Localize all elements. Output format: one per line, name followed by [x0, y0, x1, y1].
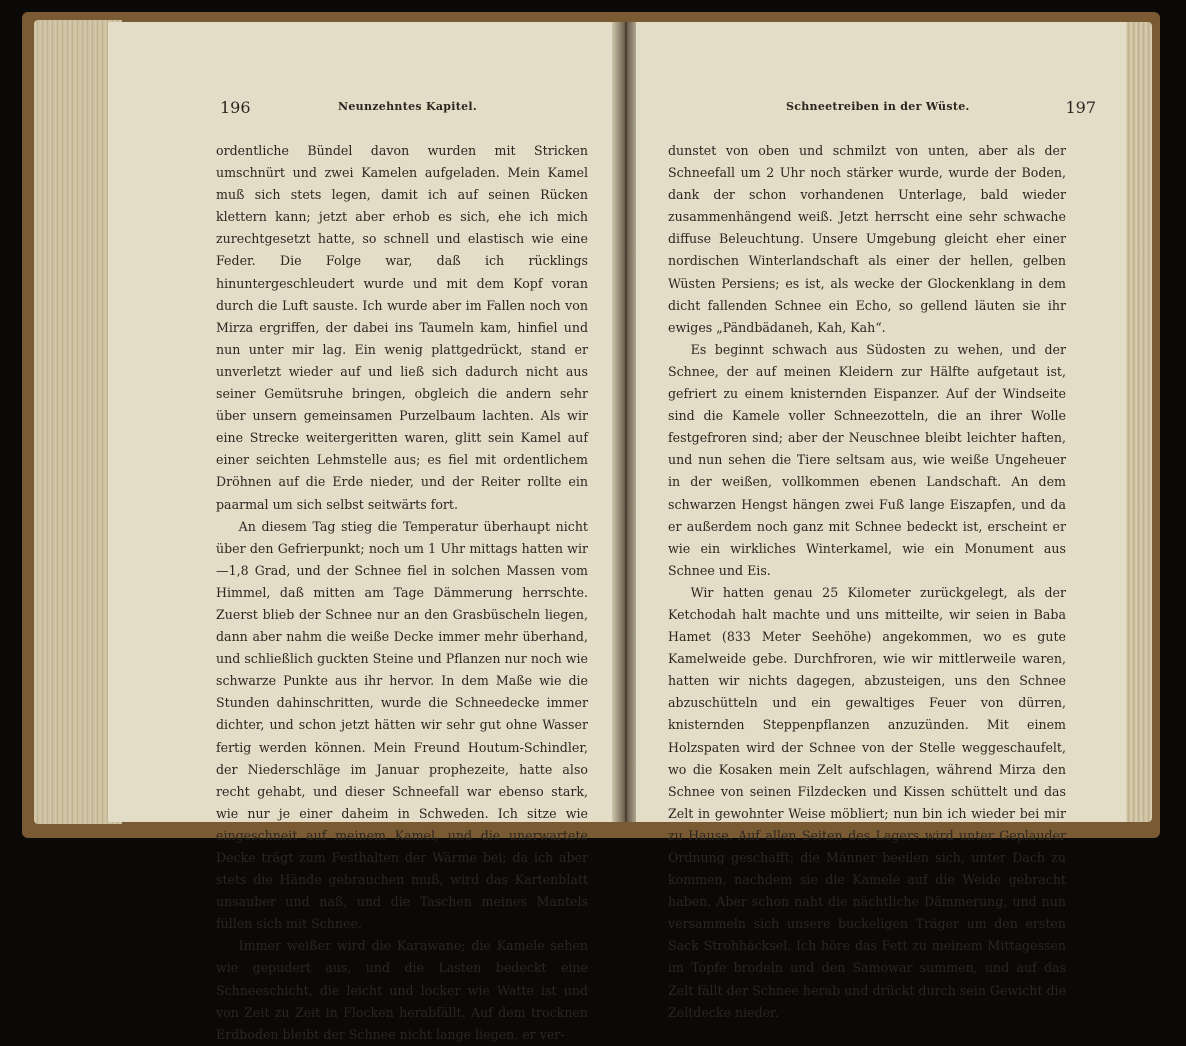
page-number: 196	[220, 98, 251, 117]
page-number: 197	[1065, 98, 1096, 117]
paragraph: Immer weißer wird die Karawane; die Kamele sehen wie gepudert aus, und die Lasten bedeckt eine Schneeschicht, die leicht und locker wie Watte ist und von Zeit zu Zeit in Flocken herabfällt. Auf dem trocknen Erdboden bleibt der Schnee nicht lange liegen, er ver-	[216, 938, 588, 1042]
paragraph: ordentliche Bündel davon wurden mit Stricken umschnürt und zwei Kamelen aufgeladen. Mein Kamel muß sich stets legen, damit ich auf seinen Rücken klettern kann; jetzt aber erhob es sich, ehe ich mich zurechtgesetzt hatte, so schnell und elastisch wie eine Feder. Die Folge war, daß ich rücklings hinuntergeschleudert wurde und mit dem Kopf voran durch die Luft sauste. Ich wurde aber im Fallen noch von Mirza ergriffen, der dabei ins Taumeln kam, hinfiel und nun unter mir lag. Ein wenig plattgedrückt, stand er unverletzt wieder auf und ließ sich dadurch nicht aus seiner Gemütsruhe bringen, obgleich die andern sehr über unsern gemeinsamen Purzelbaum lachten. Als wir eine Strecke weitergeritten waren, glitt sein Kamel auf einer seichten Lehmstelle aus; es fiel mit ordentlichem Dröhnen auf die Erde nieder, und der Reiter rollte ein paarmal um sich selbst seitwärts fort.	[216, 143, 588, 512]
paragraph: dunstet von oben und schmilzt von unten, aber als der Schneefall um 2 Uhr noch stärker wurde, wurde der Boden, dank der schon vorhandenen Unterlage, bald wieder zusammenhängend weiß. Jetzt herrscht eine sehr schwache diffuse Beleuchtung. Unsere Umgebung gleicht eher einer nordischen Winterlandschaft als einer der hellen, gelben Wüsten Persiens; es ist, als wecke der Glockenklang in dem dicht fallenden Schnee ein Echo, so gellend läuten sie ihr ewiges „Pändbädaneh, Kah, Kah“.	[668, 143, 1066, 335]
paragraph: Es beginnt schwach aus Südosten zu wehen, und der Schnee, der auf meinen Kleidern zur Hälfte aufgetaut ist, gefriert zu einem knisternden Eispanzer. Auf der Windseite sind die Kamele voller Schneezotteln, die an ihrer Wolle festgefroren sind; aber der Neuschnee bleibt leichter haften, und nun sehen die Tiere seltsam aus, wie weiße Ungeheuer in der weißen, vollkommen ebenen Landschaft. An dem schwarzen Hengst hängen zwei Fuß lange Eiszapfen, und da er außerdem noch ganz mit Schnee bedeckt ist, erscheint er wie ein wirkliches Winterkamel, wie ein Monument aus Schnee und Eis.	[668, 341, 1066, 578]
left-page	[108, 22, 616, 1042]
left-page-header	[108, 98, 616, 118]
running-head: Neunzehntes Kapitel.	[338, 100, 478, 113]
right-page-body	[668, 140, 1066, 1024]
right-page-header	[636, 98, 1126, 118]
paragraph: An diesem Tag stieg die Temperatur überhaupt nicht über den Gefrierpunkt; noch um 1 Uhr mittags hatten wir —1,8 Grad, und der Schnee fiel in solchen Massen vom Himmel, daß mitten am Tage Dämmerung herrschte. Zuerst blieb der Schnee nur an den Grasbüscheln liegen, dann aber nahm die weiße Decke immer mehr überhand, und schließlich guckten Steine und Pflanzen nur noch wie schwarze Punkte aus ihr hervor. In dem Maße wie die Stunden dahinschritten, wurde die Schneedecke immer dichter, und schon jetzt hätten wir sehr gut ohne Wasser fertig werden können. Mein Freund Houtum-Schindler, der Niederschläge im Januar prophezeite, hatte also recht gehabt, und dieser Schneefall war ebenso stark, wie nur je einer daheim in Schweden. Ich sitze wie eingeschneit auf meinem Kamel, und die unerwartete Decke trägt zum Festhalten der Wärme bei; da ich aber stets die Hände gebrauchen muß, wird das Kartenblatt unsauber und naß, und die Taschen meines Mantels füllen sich mit Schnee.	[216, 518, 588, 932]
left-page-body	[216, 140, 588, 1046]
paragraph: Wir hatten genau 25 Kilometer zurückgelegt, als der Ketchodah halt machte und uns mitteilte, wir seien in Baba Hamet (833 Meter Seehöhe) angekommen, wo es gute Kamelweide gebe. Durchfroren, wie wir mittlerweile waren, hatten wir nichts dagegen, abzusteigen, uns den Schnee abzuschütteln und ein gewaltiges Feuer von dürren, knisternden Steppenpflanzen anzuzünden. Mit einem Holzspaten wird der Schnee von der Stelle weggeschaufelt, wo die Kosaken mein Zelt aufschlagen, während Mirza den Schnee von seinen Filzdecken und Kissen schüttelt und das Zelt in gewohnter Weise möbliert; nun bin ich wieder bei mir zu Hause. Auf allen Seiten des Lagers wird unter Geplauder Ordnung geschafft; die Männer beeilen sich, unter Dach zu kommen, nachdem sie die Kamele auf die Weide gebracht haben. Aber schon naht die nächtliche Dämmerung, und nun versammeln sich unsere buckeligen Träger um den ersten Sack Strohhäcksel. Ich höre das Fett zu meinem Mittagessen im Topfe brodeln und den Samowar summen, und auf das Zelt fällt der Schnee herab und drückt durch sein Gewicht die Zeltdecke nieder.	[668, 584, 1066, 1020]
running-head: Schneetreiben in der Wüste.	[786, 100, 970, 113]
right-page	[636, 22, 1126, 1020]
